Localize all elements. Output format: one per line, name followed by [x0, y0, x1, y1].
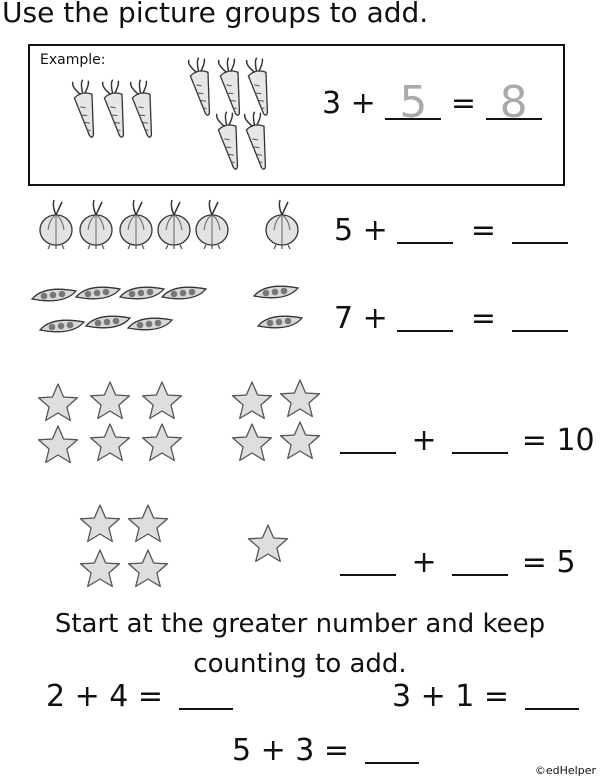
star-group-3	[81, 505, 168, 587]
counting-problem-1	[46, 678, 233, 714]
pea-pod-group-1	[32, 287, 206, 332]
problem-3-blank-2[interactable]	[452, 422, 508, 454]
example-answer-sum: 8	[486, 88, 542, 120]
problem-3-blank-1[interactable]	[340, 422, 396, 454]
problem-1-left: 5 +	[334, 213, 388, 248]
star-group-1	[39, 382, 182, 463]
problem-2-left: 7 +	[334, 301, 388, 336]
problem-2-blank-1[interactable]	[397, 300, 453, 332]
counting-problem-2	[392, 678, 579, 714]
star-group-2	[233, 380, 320, 461]
counting-instructions	[0, 604, 600, 684]
carrot-group-2	[187, 57, 275, 171]
problem-4-blank-1[interactable]	[340, 544, 396, 576]
problem-3-sum: = 10	[521, 423, 595, 458]
problem-4-blank-2[interactable]	[452, 544, 508, 576]
problem-2-blank-2[interactable]	[512, 300, 568, 332]
problem-4-sum: = 5	[521, 545, 576, 580]
counting-problem-1-blank[interactable]	[179, 678, 233, 710]
example-label: Example:	[40, 52, 106, 68]
credit-text: ©edHelper	[534, 764, 596, 777]
counting-problem-1-expr: 2 + 4 =	[46, 679, 164, 714]
problem-3-equation	[340, 422, 595, 458]
counting-problem-2-expr: 3 + 1 =	[392, 679, 510, 714]
problem-1-blank-2[interactable]	[512, 212, 568, 244]
problem-3-plus: +	[411, 423, 437, 458]
example-answer-addend: 5	[385, 88, 441, 120]
onion-group-1	[40, 200, 228, 249]
instructions-text: Start at the greater number and keep counting to add.	[54, 609, 546, 679]
pea-pod-group-2	[254, 286, 302, 328]
worksheet-title: Use the picture groups to add.	[2, 0, 429, 29]
example-addend-1: 3	[322, 86, 342, 121]
counting-problem-3-expr: 5 + 3 =	[232, 733, 350, 768]
problem-1-blank-1[interactable]	[397, 212, 453, 244]
carrot-group-1	[71, 79, 159, 139]
problem-4-equation	[340, 544, 576, 580]
problem-1-equals: =	[470, 213, 496, 248]
counting-problem-2-blank[interactable]	[525, 678, 579, 710]
counting-problem-3-blank[interactable]	[365, 732, 419, 764]
problem-2-equation	[334, 300, 568, 336]
counting-problem-3	[232, 732, 419, 768]
onion-group-2	[266, 200, 298, 249]
problem-2-equals: =	[470, 301, 496, 336]
problem-4-plus: +	[411, 545, 437, 580]
star-group-4	[249, 525, 288, 562]
problem-1-equation	[334, 212, 568, 248]
example-equation: 3 + 5 = 8	[322, 86, 542, 121]
